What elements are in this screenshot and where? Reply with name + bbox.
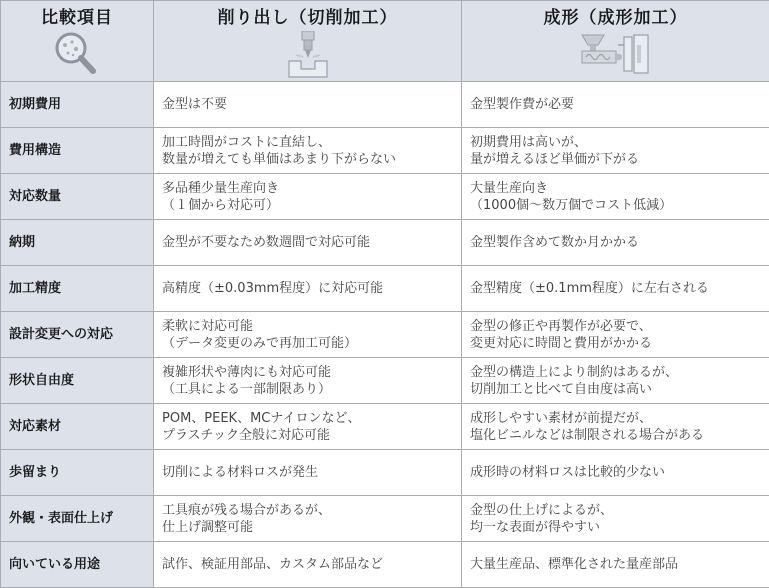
cutting-cell-line: （工具による一部制限あり） (162, 381, 453, 398)
cutting-cell (154, 450, 462, 496)
row-header: 対応数量 (1, 174, 154, 220)
molding-cell (462, 220, 769, 266)
cutting-cell (154, 128, 462, 174)
cutting-cell-line: 工具痕が残る場合があるが、 (162, 502, 453, 519)
row-header: 納期 (1, 220, 154, 266)
table-row (1, 312, 769, 358)
row-header: 設計変更への対応 (1, 312, 154, 358)
table-row (1, 174, 769, 220)
header-row (1, 1, 769, 82)
row-header: 歩留まり (1, 450, 154, 496)
cutting-cell-line: 金型が不要なため数週間で対応可能 (162, 234, 453, 251)
header-molding-label: 成形（成形加工） (462, 1, 769, 29)
molding-cell (462, 174, 769, 220)
cutting-cell-line: 加工時間がコストに直結し、 (162, 134, 453, 151)
cutting-cell-line: 数量が増えても単価はあまり下がらない (162, 151, 453, 168)
header-comparison-item (1, 1, 154, 82)
cnc-machining-icon (283, 31, 333, 84)
cutting-cell (154, 174, 462, 220)
cutting-cell-line: 複雑形状や薄肉にも対応可能 (162, 364, 453, 381)
molding-cell (462, 312, 769, 358)
molding-cell-line: 大量生産向き (470, 180, 761, 197)
molding-cell-line: 成形時の材料ロスは比較的少ない (470, 464, 761, 481)
cutting-cell (154, 496, 462, 542)
molding-cell-line: 均一な表面が得やすい (470, 519, 761, 536)
header-comparison-item-label: 比較項目 (1, 1, 153, 29)
cutting-cell-line: 高精度（±0.03mm程度）に対応可能 (162, 280, 453, 297)
molding-cell (462, 82, 769, 128)
row-header: 費用構造 (1, 128, 154, 174)
table-row (1, 128, 769, 174)
table-row (1, 82, 769, 128)
cutting-cell-line: 切削による材料ロスが発生 (162, 464, 453, 481)
cutting-cell-line: POM、PEEK、MCナイロンなど、 (162, 410, 453, 427)
molding-cell-line: 金型の仕上げによるが、 (470, 502, 761, 519)
molding-cell-line: 金型の修正や再製作が必要で、 (470, 318, 761, 335)
table-row (1, 266, 769, 312)
molding-cell-line: 切削加工と比べて自由度は高い (470, 381, 761, 398)
molding-cell (462, 496, 769, 542)
molding-cell (462, 404, 769, 450)
cutting-cell (154, 220, 462, 266)
molding-cell (462, 358, 769, 404)
magnifier-icon (53, 31, 101, 82)
molding-cell-line: 金型製作含めて数か月かかる (470, 234, 761, 251)
cutting-cell-line: 多品種少量生産向き (162, 180, 453, 197)
molding-cell-line: 金型精度（±0.1mm程度）に左右される (470, 280, 761, 297)
cutting-cell (154, 542, 462, 588)
table-row (1, 404, 769, 450)
cutting-cell-line: 試作、検証用部品、カスタム部品など (162, 556, 453, 573)
cutting-cell-line: （データ変更のみで再加工可能） (162, 335, 453, 352)
molding-cell (462, 128, 769, 174)
molding-cell (462, 450, 769, 496)
molding-cell-line: 量が増えるほど単価が下がる (470, 151, 761, 168)
table-row (1, 542, 769, 588)
cutting-cell (154, 404, 462, 450)
cutting-cell-line: （１個から対応可） (162, 197, 453, 214)
row-header: 初期費用 (1, 82, 154, 128)
table-row (1, 220, 769, 266)
table-row (1, 496, 769, 542)
cutting-cell (154, 312, 462, 358)
cutting-cell (154, 358, 462, 404)
header-cutting (154, 1, 462, 82)
molding-cell (462, 542, 769, 588)
cutting-cell (154, 82, 462, 128)
molding-cell-line: 大量生産品、標準化された量産部品 (470, 556, 761, 573)
cutting-cell-line: プラスチック全般に対応可能 (162, 427, 453, 444)
molding-cell-line: 金型の構造上により制約はあるが、 (470, 364, 761, 381)
table-row (1, 450, 769, 496)
molding-cell-line: 変更対応に時間と費用がかかる (470, 335, 761, 352)
injection-molding-icon (578, 31, 654, 82)
cutting-cell-line: 柔軟に対応可能 (162, 318, 453, 335)
cutting-cell (154, 266, 462, 312)
header-molding (462, 1, 769, 82)
row-header: 形状自由度 (1, 358, 154, 404)
molding-cell-line: 成形しやすい素材が前提だが、 (470, 410, 761, 427)
cutting-cell-line: 金型は不要 (162, 96, 453, 113)
cutting-cell-line: 仕上げ調整可能 (162, 519, 453, 536)
header-cutting-label: 削り出し（切削加工） (154, 1, 461, 29)
molding-cell-line: 塩化ビニルなどは制限される場合がある (470, 427, 761, 444)
row-header: 加工精度 (1, 266, 154, 312)
molding-cell (462, 266, 769, 312)
row-header: 対応素材 (1, 404, 154, 450)
molding-cell-line: 金型製作費が必要 (470, 96, 761, 113)
table-row (1, 358, 769, 404)
row-header: 外観・表面仕上げ (1, 496, 154, 542)
molding-cell-line: 初期費用は高いが、 (470, 134, 761, 151)
molding-cell-line: （1000個〜数万個でコスト低減） (470, 197, 761, 214)
row-header: 向いている用途 (1, 542, 154, 588)
table-body (1, 82, 769, 588)
